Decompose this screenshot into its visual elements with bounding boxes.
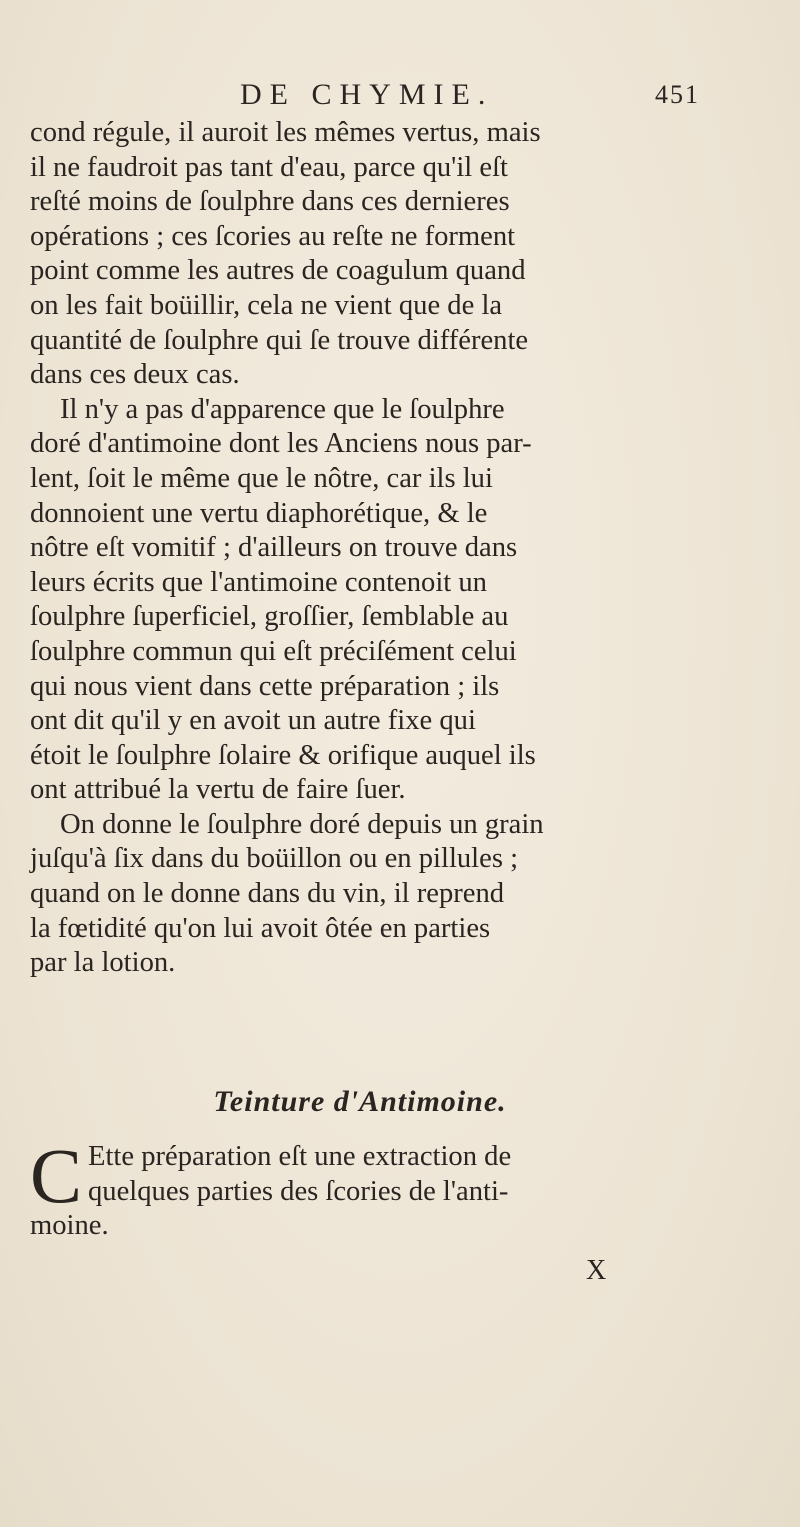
text-line: quantité de ſoulphre qui ſe trouve différente: [30, 324, 529, 356]
text-line: il ne faudroit pas tant d'eau, parce qu'il eſt: [30, 151, 508, 183]
text-line: cond régule, il auroit les mêmes vertus, mais: [30, 117, 541, 148]
text-line: ont dit qu'il y en avoit un autre fixe qui: [30, 705, 476, 737]
text-line: la fœtidité qu'on lui avoit ôtée en parties: [30, 912, 491, 944]
text-line: ont attribué la vertu de faire ſuer.: [30, 774, 406, 806]
signature-mark: X: [586, 1255, 607, 1286]
text-line: point comme les autres de coagulum quand: [30, 255, 526, 287]
text-line: dans ces deux cas.: [30, 359, 240, 391]
text-line: qui nous vient dans cette préparation ; ils: [30, 670, 500, 702]
text-line: Ette préparation eſt une extraction de: [88, 1141, 512, 1172]
text-line: quand on le donne dans du vin, il reprend: [30, 878, 505, 910]
body-text: [30, 116, 680, 981]
text-line: donnoient une vertu diaphorétique, & le: [30, 497, 488, 529]
text-line: On donne le ſoulphre doré depuis un grain: [60, 808, 544, 840]
text-line: nôtre eſt vomitif ; d'ailleurs on trouve dans: [30, 532, 518, 564]
text-line: ſoulphre ſuperficiel, groſſier, ſemblable au: [30, 601, 509, 633]
text-line: opérations ; ces ſcories au reſte ne forment: [30, 220, 516, 252]
page-number: 451: [655, 80, 700, 109]
section-opening: [30, 1132, 690, 1244]
book-page: [30, 0, 700, 1527]
text-line: Il n'y a pas d'apparence que le ſoulphre: [60, 393, 505, 425]
running-head: [30, 78, 700, 118]
text-line: on les fait boüillir, cela ne vient que de la: [30, 289, 503, 321]
running-title: DE CHYMIE.: [240, 78, 494, 111]
text-line: moine.: [30, 1210, 109, 1242]
text-line: quelques parties des ſcories de l'anti-: [88, 1175, 509, 1207]
text-line: ſoulphre commun qui eſt préciſément celui: [30, 635, 517, 667]
text-line: doré d'antimoine dont les Anciens nous par-: [30, 428, 532, 460]
drop-cap: C: [30, 1132, 83, 1219]
text-line: étoit le ſoulphre ſolaire & orifique auquel ils: [30, 739, 536, 771]
text-line: reſté moins de ſoulphre dans ces dernieres: [30, 186, 510, 218]
section-heading: Teinture d'Antimoine.: [213, 1085, 507, 1118]
text-line: lent, ſoit le même que le nôtre, car ils lui: [30, 462, 493, 494]
text-line: par la lotion.: [30, 947, 176, 979]
text-line: juſqu'à ſix dans du boüillon ou en pillules ;: [30, 843, 519, 875]
text-line: leurs écrits que l'antimoine contenoit un: [30, 566, 487, 598]
